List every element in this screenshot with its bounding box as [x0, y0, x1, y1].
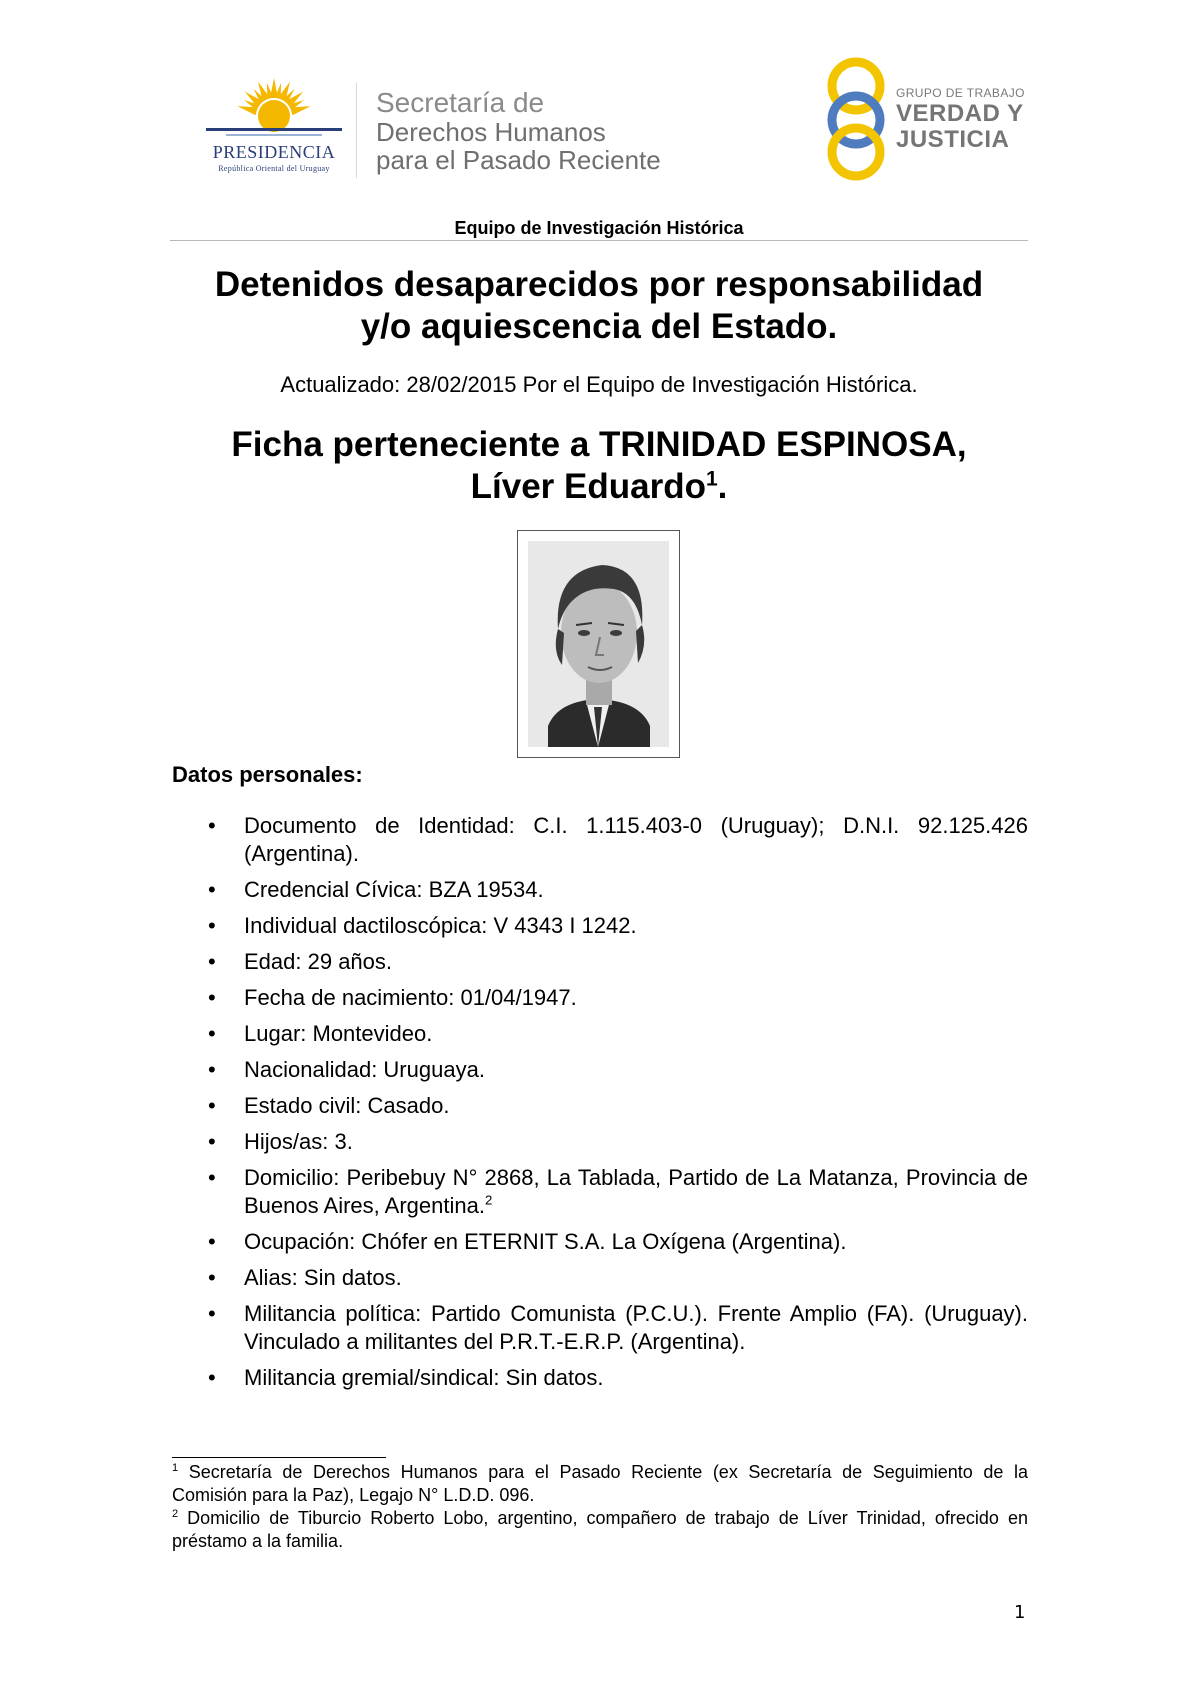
- bullet-icon: •: [208, 1265, 216, 1290]
- bullet-icon: •: [208, 1021, 216, 1046]
- bullet-icon: •: [208, 1093, 216, 1118]
- personal-data-list: [172, 812, 1028, 1400]
- vyj-title-line-2: JUSTICIA: [896, 126, 1010, 153]
- list-item: [172, 812, 1028, 868]
- verdad-justicia-logo: [822, 54, 1032, 184]
- item-text: Militancia gremial/sindical: Sin datos.: [244, 1365, 604, 1390]
- vyj-title-line-1: VERDAD Y: [896, 100, 1024, 127]
- bullet-icon: •: [208, 949, 216, 974]
- list-item: [172, 984, 1028, 1012]
- rings-icon: [822, 54, 894, 184]
- updated-line: Actualizado: 28/02/2015 Por el Equipo de Investigación Histórica.: [280, 372, 918, 397]
- item-text: Hijos/as: 3.: [244, 1129, 353, 1154]
- header-rule: [170, 240, 1028, 241]
- item-text: Fecha de nacimiento: 01/04/1947.: [244, 985, 577, 1010]
- item-text: Domicilio: Peribebuy N° 2868, La Tablada, Partido de La Matanza, Provincia de Buenos Aires, Argentina.: [244, 1165, 1028, 1218]
- secretaria-line-2: Derechos Humanos: [376, 117, 606, 147]
- item-text: Nacionalidad: Uruguaya.: [244, 1057, 485, 1082]
- item-text: Estado civil: Casado.: [244, 1093, 450, 1118]
- list-item: [172, 1056, 1028, 1084]
- ficha-period: .: [717, 467, 728, 506]
- logo-divider: [356, 82, 357, 178]
- footnote-text: Secretaría de Derechos Humanos para el Pasado Reciente (ex Secretaría de Seguimiento de la Comisión para la Paz), Legajo N° L.D.D. 096.: [172, 1462, 1028, 1505]
- footnote-text: Domicilio de Tiburcio Roberto Lobo, argentino, compañero de trabajo de Líver Trinidad, ofrecido en préstamo a la familia.: [172, 1508, 1028, 1551]
- footnote-marker: 1: [172, 1462, 179, 1474]
- list-item: [172, 1092, 1028, 1120]
- list-item: [172, 1228, 1028, 1256]
- vyj-small-text: GRUPO DE TRABAJO: [896, 86, 1025, 100]
- item-text: Documento de Identidad: C.I. 1.115.403-0 (Uruguay); D.N.I. 92.125.426 (Argentina).: [244, 813, 1028, 866]
- list-item: [172, 1128, 1028, 1156]
- item-text: Edad: 29 años.: [244, 949, 393, 974]
- bullet-icon: •: [208, 877, 216, 902]
- bullet-icon: •: [208, 1057, 216, 1082]
- item-text: Alias: Sin datos.: [244, 1265, 402, 1290]
- bullet-icon: •: [208, 1229, 216, 1254]
- footnote-2: [172, 1507, 1028, 1553]
- footnote-separator: [172, 1457, 386, 1458]
- item-text: Ocupación: Chófer en ETERNIT S.A. La Oxígena (Argentina).: [244, 1229, 847, 1254]
- title-line-1: Detenidos desaparecidos por responsabilidad: [214, 265, 984, 304]
- bullet-icon: •: [208, 985, 216, 1010]
- bullet-icon: •: [208, 813, 216, 838]
- ficha-line-2: Líver Eduardo: [470, 467, 706, 506]
- secretaria-line-1: Secretaría de: [376, 87, 545, 118]
- list-item: [172, 948, 1028, 976]
- presidencia-subtitle: República Oriental del Uruguay: [218, 164, 330, 173]
- document-title: [130, 264, 1068, 348]
- bullet-icon: •: [208, 1129, 216, 1154]
- list-item: [172, 1264, 1028, 1292]
- presidencia-wordmark: PRESIDENCIA: [212, 142, 336, 162]
- secretaria-logo-text: [376, 88, 706, 174]
- bullet-icon: •: [208, 1165, 216, 1190]
- list-item: [172, 1300, 1028, 1356]
- list-item: [172, 1164, 1028, 1220]
- item-text: Individual dactiloscópica: V 4343 I 1242.: [244, 913, 637, 938]
- list-item: [172, 912, 1028, 940]
- list-item: [172, 1364, 1028, 1392]
- item-text: Lugar: Montevideo.: [244, 1021, 433, 1046]
- page-number: 1: [1014, 1602, 1026, 1623]
- bullet-icon: •: [208, 913, 216, 938]
- title-line-2: y/o aquiescencia del Estado.: [360, 307, 838, 346]
- footnote-1: [172, 1461, 1028, 1507]
- section-title-datos: Datos personales:: [172, 762, 363, 787]
- footnote-ref-2[interactable]: 2: [484, 1192, 493, 1208]
- bullet-icon: •: [208, 1301, 216, 1326]
- footnote-ref-1[interactable]: 1: [705, 467, 718, 491]
- bullet-icon: •: [208, 1365, 216, 1390]
- footnotes: [172, 1461, 1028, 1553]
- ficha-line-1: Ficha perteneciente a TRINIDAD ESPINOSA,: [231, 425, 967, 464]
- list-item: [172, 1020, 1028, 1048]
- sun-icon: [196, 76, 352, 146]
- item-text: Militancia política: Partido Comunista (P.C.U.). Frente Amplio (FA). (Uruguay). Vinculado a militantes del P.R.T.-E.R.P. (Argentina).: [244, 1301, 1028, 1354]
- portrait-photo: [517, 530, 680, 758]
- presidencia-logo: [196, 76, 352, 176]
- list-item: [172, 876, 1028, 904]
- team-heading: Equipo de Investigación Histórica: [454, 218, 744, 238]
- ficha-title: [130, 424, 1068, 508]
- item-text: Credencial Cívica: BZA 19534.: [244, 877, 544, 902]
- secretaria-line-3: para el Pasado Reciente: [376, 145, 661, 175]
- portrait-image: [528, 541, 669, 747]
- footnote-marker: 2: [172, 1508, 179, 1520]
